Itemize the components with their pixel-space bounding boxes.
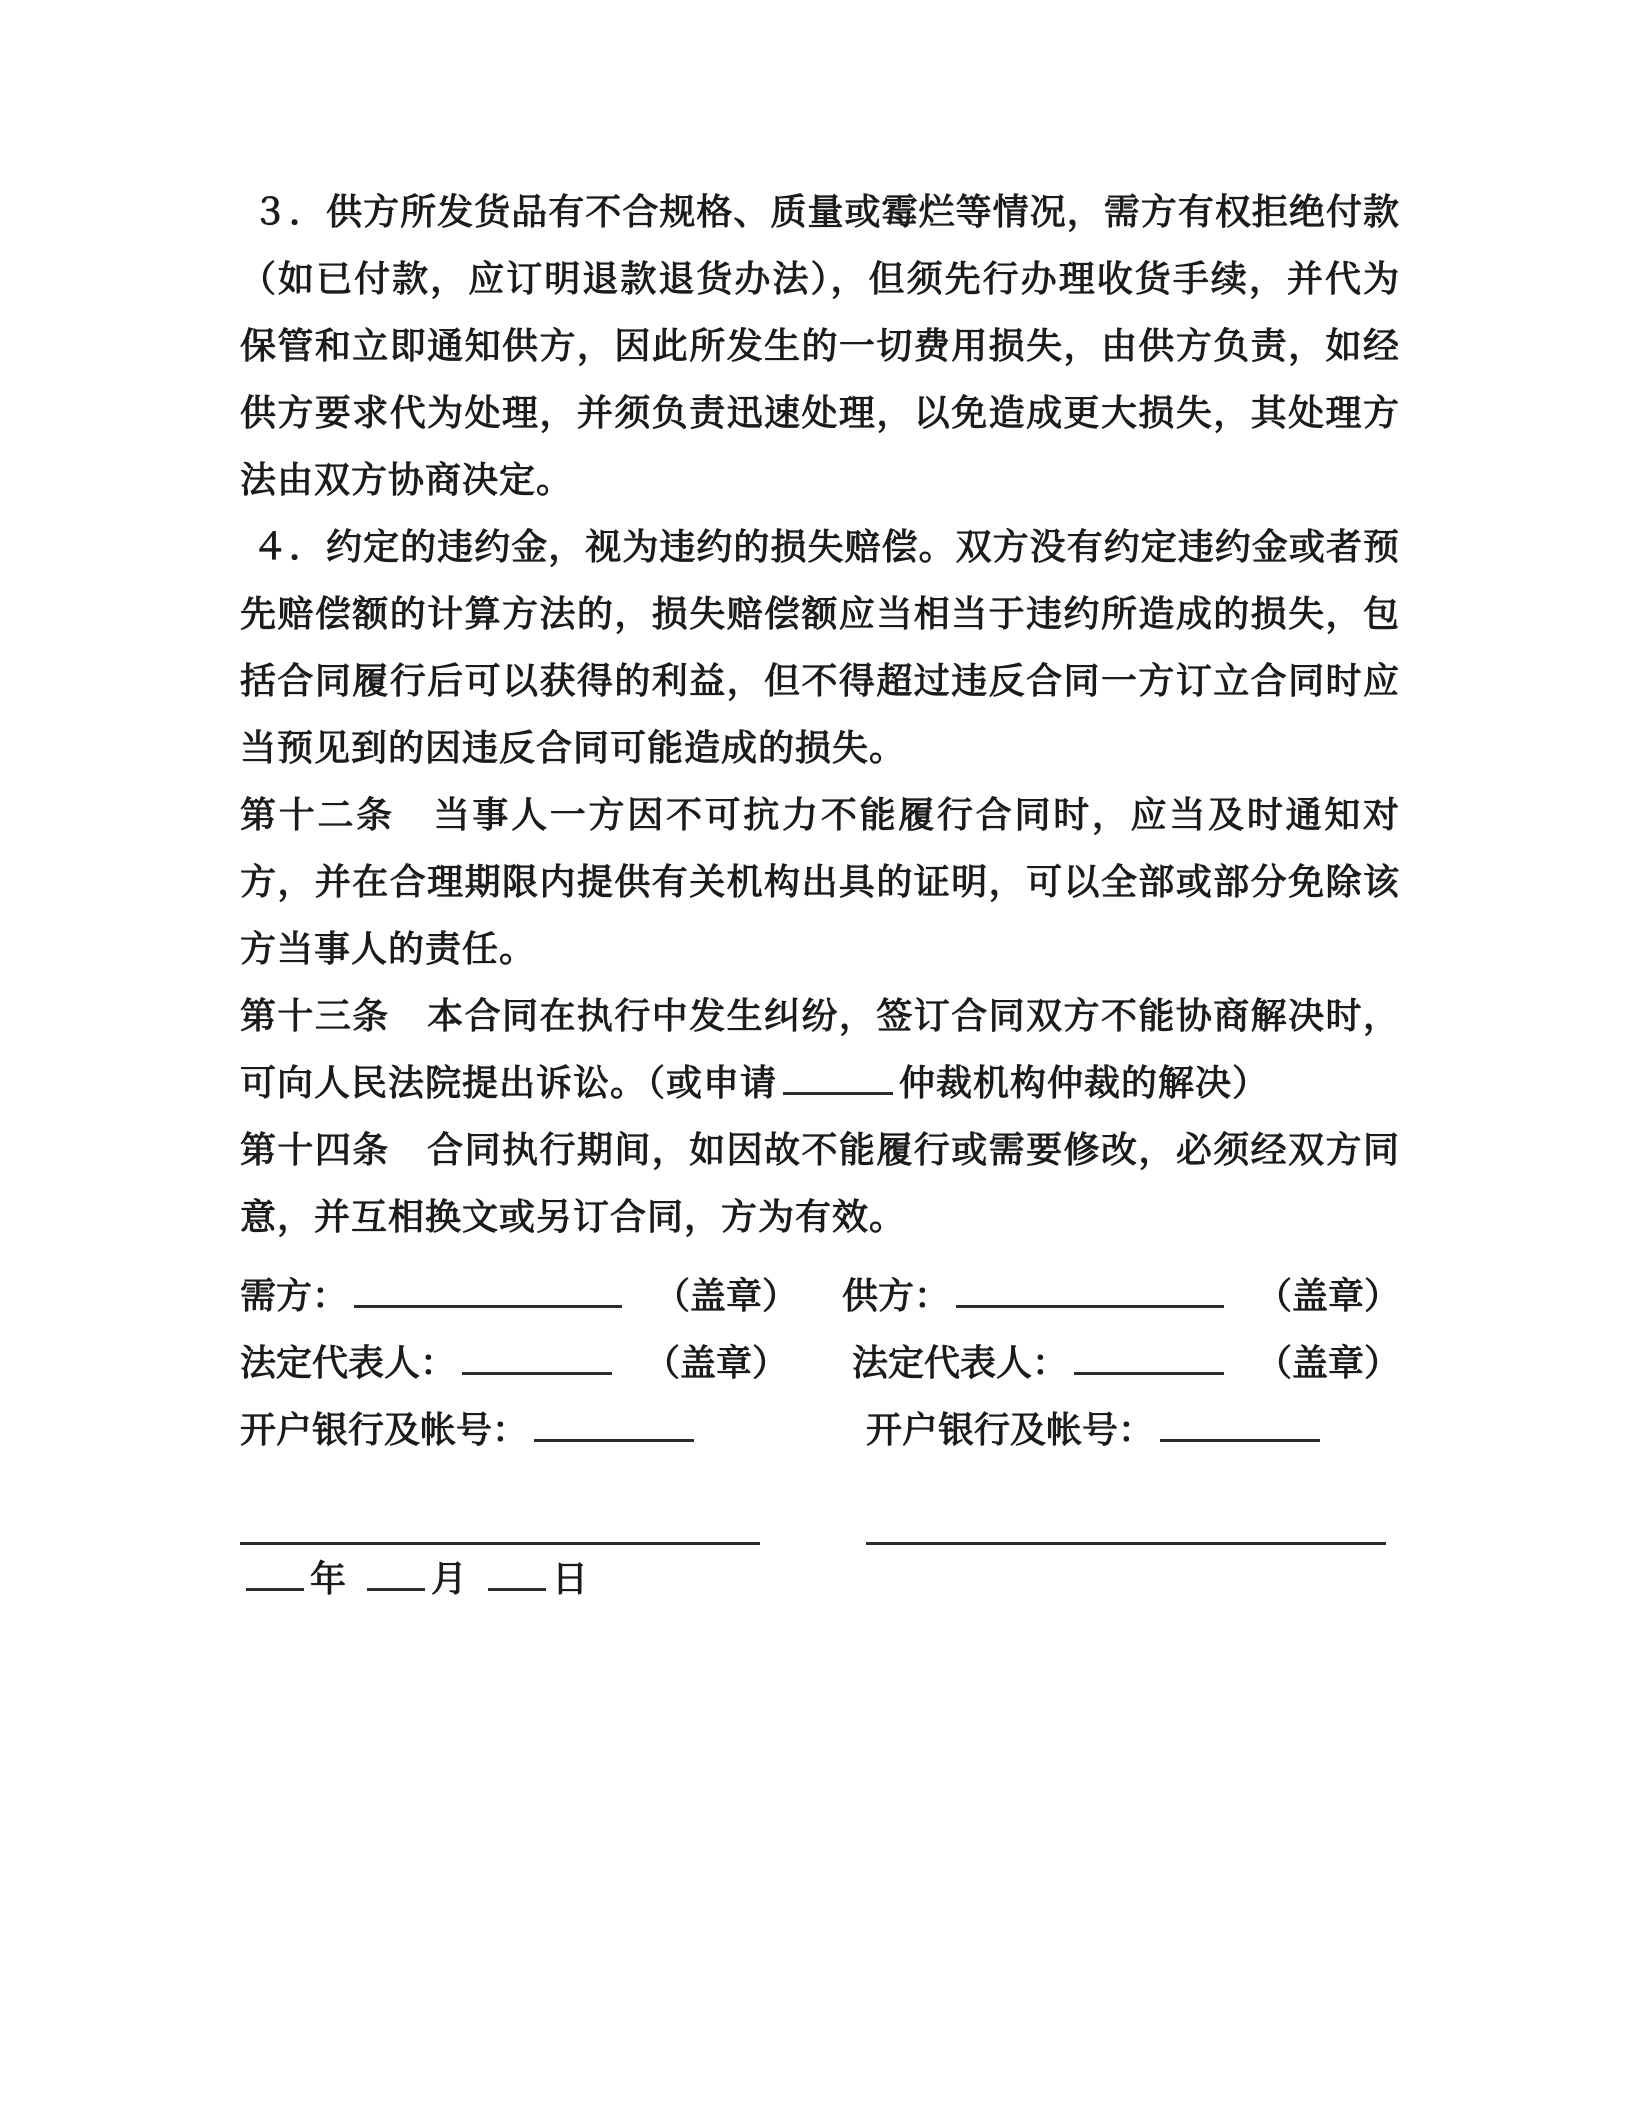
supplier-label: 供方：	[841, 1275, 950, 1316]
party-seal-row	[240, 1262, 1400, 1329]
supplier-bank-label: 开户银行及帐号：	[866, 1409, 1155, 1450]
demander-legal-rep-seal-label: （盖章）	[644, 1342, 789, 1383]
clause-13-paragraph	[240, 982, 1400, 1116]
demander-seal-label: （盖章）	[654, 1275, 799, 1316]
demander-signature-line	[240, 1507, 760, 1545]
clause-14-paragraph: 第十四条 合同执行期间，如因故不能履行或需要修改，必须经双方同意，并互相换文或另订合同，方为有效。	[240, 1129, 1400, 1237]
supplier-legal-rep-blank	[1074, 1337, 1224, 1375]
clause-13-text-after: 仲裁机构仲裁的解决）	[899, 1062, 1270, 1103]
supplier-party-field	[842, 1262, 1400, 1329]
supplier-legal-rep-label: 法定代表人：	[851, 1342, 1068, 1383]
date-day-blank	[488, 1553, 546, 1591]
date-day-label: 日	[552, 1558, 590, 1599]
clause-3-paragraph: ３．供方所发货品有不合规格、质量或霉烂等情况，需方有权拒绝付款（如已付款，应订明退款退货办法），但须先行办理收货手续，并代为保管和立即通知供方，因此所发生的一切费用损失，由供方负责，如经供方要求代为处理，并须负责迅速处理，以免造成更大损失，其处理方法由双方协商决定。	[240, 191, 1400, 500]
date-year-label: 年	[310, 1558, 348, 1599]
supplier-signature-line	[866, 1507, 1386, 1545]
legal-rep-row	[240, 1329, 1400, 1396]
date-year-blank	[246, 1553, 304, 1591]
signature-lines-row	[240, 1495, 1400, 1545]
supplier-bank-blank	[1160, 1404, 1320, 1442]
supplier-legal-rep-field	[852, 1329, 1400, 1396]
date-month-label: 月	[431, 1558, 469, 1599]
demander-label: 需方：	[240, 1275, 349, 1316]
date-month-blank	[367, 1553, 425, 1591]
demander-legal-rep-label: 法定代表人：	[240, 1342, 457, 1383]
demander-name-blank	[354, 1270, 622, 1308]
clause-13-text-before: 第十三条 本合同在执行中发生纠纷，签订合同双方不能协商解决时，可向人民法院提出诉讼。（或申请	[240, 995, 1400, 1103]
demander-legal-rep-blank	[462, 1337, 612, 1375]
demander-bank-blank	[534, 1404, 694, 1442]
demander-party-field	[240, 1262, 802, 1329]
demander-bank-label: 开户银行及帐号：	[240, 1409, 529, 1450]
demander-legal-rep-field	[240, 1329, 812, 1396]
clause-12-paragraph: 第十二条 当事人一方因不可抗力不能履行合同时，应当及时通知对方，并在合理期限内提供有关机构出具的证明，可以全部或部分免除该方当事人的责任。	[240, 794, 1400, 969]
supplier-bank-field	[866, 1396, 1326, 1463]
supplier-name-blank	[956, 1270, 1224, 1308]
bank-account-row	[240, 1396, 1400, 1463]
clause-4-paragraph: ４．约定的违约金，视为违约的损失赔偿。双方没有约定违约金或者预先赔偿额的计算方法的，损失赔偿额应当相当于违约所造成的损失，包括合同履行后可以获得的利益，但不得超过违反合同一方订立合同时应当预见到的因违反合同可能造成的损失。	[240, 526, 1400, 768]
demander-bank-field	[240, 1396, 826, 1463]
supplier-legal-rep-seal-label: （盖章）	[1255, 1342, 1400, 1383]
date-row	[240, 1545, 1400, 1612]
arbitration-agency-blank	[783, 1057, 893, 1095]
supplier-seal-label: （盖章）	[1255, 1275, 1400, 1316]
